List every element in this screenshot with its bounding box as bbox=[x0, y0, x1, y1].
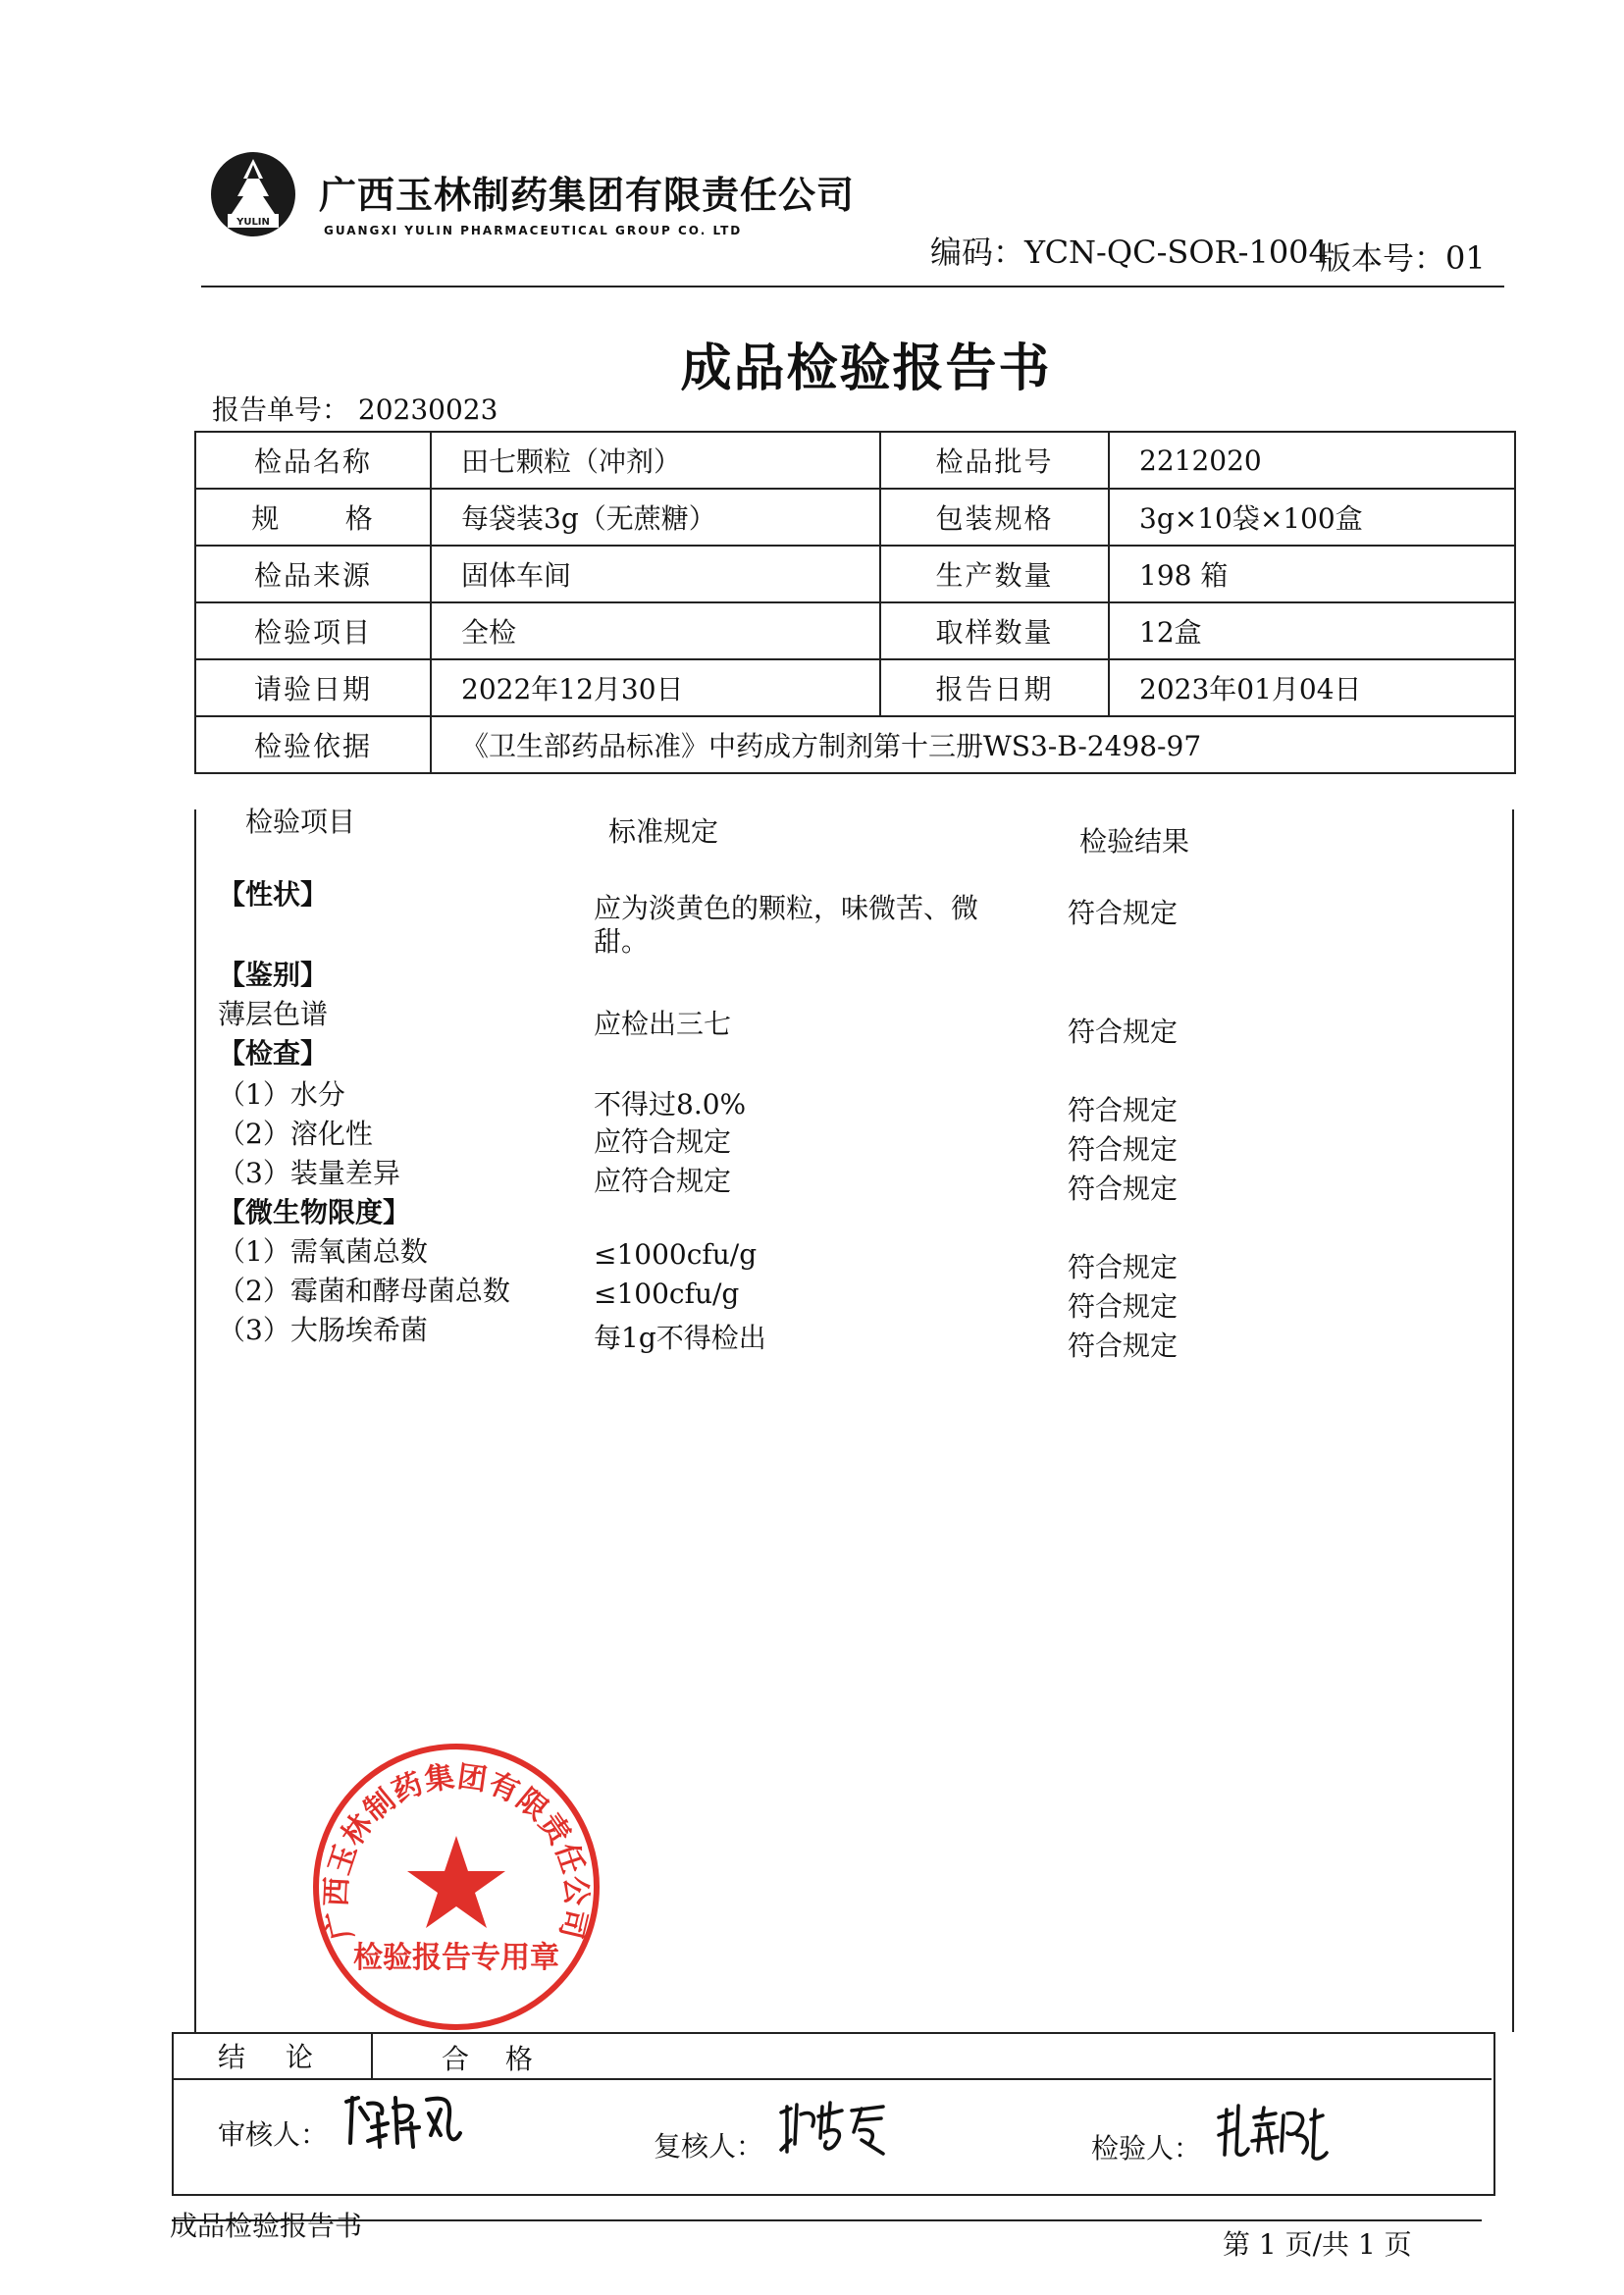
sample-label: 取样数量 bbox=[880, 602, 1109, 659]
appearance-standard-line2: 甜。 bbox=[594, 925, 650, 958]
identification-result: 符合规定 bbox=[1068, 1016, 1179, 1048]
microbial-standard-3: 每1g不得检出 bbox=[594, 1322, 766, 1354]
microbial-standard-2: ≤100cfu/g bbox=[594, 1278, 740, 1310]
column-header-standard: 标准规定 bbox=[608, 815, 719, 848]
product-info-table bbox=[194, 431, 1516, 774]
table-row bbox=[195, 489, 1515, 546]
inspection-item-1: （1）水分 bbox=[218, 1078, 345, 1111]
checker-signature bbox=[775, 2093, 893, 2162]
column-header-result: 检验结果 bbox=[1079, 825, 1190, 858]
inspector-label: 检验人： bbox=[1091, 2132, 1202, 2165]
inspection-item-3: （3）装量差异 bbox=[218, 1157, 400, 1189]
appearance-result: 符合规定 bbox=[1068, 897, 1179, 929]
source-value: 固体车间 bbox=[431, 546, 880, 602]
inspection-standard-3: 应符合规定 bbox=[594, 1165, 732, 1197]
conclusion-label: 结 论 bbox=[218, 2041, 329, 2073]
microbial-item-1: （1）需氧菌总数 bbox=[218, 1235, 428, 1268]
product-name-value: 田七颗粒（冲剂） bbox=[431, 432, 880, 489]
microbial-standard-1: ≤1000cfu/g bbox=[594, 1238, 758, 1271]
inspection-result-3: 符合规定 bbox=[1068, 1173, 1179, 1205]
identification-item: 薄层色谱 bbox=[218, 998, 329, 1030]
column-header-item: 检验项目 bbox=[245, 806, 356, 838]
page-indicator: 第 1 页/共 1 页 bbox=[1223, 2228, 1412, 2261]
reviewer-label: 审核人： bbox=[218, 2118, 329, 2151]
inspection-seal bbox=[309, 1740, 603, 2034]
document-code: 编码：YCN-QC-SOR-1004 bbox=[930, 234, 1329, 271]
product-name-label: 检品名称 bbox=[195, 432, 431, 489]
request-date-label: 请验日期 bbox=[195, 659, 431, 716]
inspection-result-2: 符合规定 bbox=[1068, 1133, 1179, 1166]
section-microbial: 【微生物限度】 bbox=[218, 1196, 411, 1228]
microbial-result-1: 符合规定 bbox=[1068, 1251, 1179, 1283]
batch-label: 检品批号 bbox=[880, 432, 1109, 489]
company-name-cn: 广西玉林制药集团有限责任公司 bbox=[319, 174, 856, 217]
test-item-label: 检验项目 bbox=[195, 602, 431, 659]
quantity-label: 生产数量 bbox=[880, 546, 1109, 602]
spec-value: 每袋装3g（无蔗糖） bbox=[431, 489, 880, 546]
section-identification: 【鉴别】 bbox=[218, 959, 329, 991]
inspector-signature bbox=[1213, 2096, 1331, 2165]
inspection-standard-1: 不得过8.0% bbox=[594, 1088, 747, 1121]
report-number: 报告单号： 20230023 bbox=[212, 393, 498, 426]
basis-value: 《卫生部药品标准》中药成方制剂第十三册WS3-B-2498-97 bbox=[431, 716, 1515, 773]
inspection-result-1: 符合规定 bbox=[1068, 1094, 1179, 1126]
conclusion-value: 合 格 bbox=[442, 2043, 547, 2075]
basis-label: 检验依据 bbox=[195, 716, 431, 773]
quantity-value: 198 箱 bbox=[1109, 546, 1515, 602]
company-name-en: GUANGXI YULIN PHARMACEUTICAL GROUP CO. LTD bbox=[324, 224, 743, 237]
inspection-item-2: （2）溶化性 bbox=[218, 1118, 373, 1150]
appearance-standard-line1: 应为淡黄色的颗粒，味微苦、微 bbox=[594, 892, 979, 924]
sample-value: 12盒 bbox=[1109, 602, 1515, 659]
table-row bbox=[195, 602, 1515, 659]
report-date-value: 2023年01月04日 bbox=[1109, 659, 1515, 716]
reviewer-signature bbox=[339, 2084, 466, 2153]
logo-text: YULIN bbox=[236, 217, 270, 228]
footer-divider bbox=[172, 2219, 1482, 2221]
checker-label: 复核人： bbox=[654, 2130, 764, 2163]
table-row bbox=[195, 659, 1515, 716]
table-row bbox=[195, 546, 1515, 602]
test-item-value: 全检 bbox=[431, 602, 880, 659]
microbial-item-2: （2）霉菌和酵母菌总数 bbox=[218, 1275, 510, 1307]
table-row bbox=[195, 716, 1515, 773]
request-date-value: 2022年12月30日 bbox=[431, 659, 880, 716]
company-logo bbox=[208, 149, 298, 239]
source-label: 检品来源 bbox=[195, 546, 431, 602]
package-label: 包装规格 bbox=[880, 489, 1109, 546]
microbial-result-2: 符合规定 bbox=[1068, 1290, 1179, 1323]
identification-standard: 应检出三七 bbox=[594, 1008, 732, 1040]
inspection-standard-2: 应符合规定 bbox=[594, 1125, 732, 1158]
report-date-label: 报告日期 bbox=[880, 659, 1109, 716]
header-divider bbox=[201, 286, 1504, 287]
conclusion-vertical-divider bbox=[371, 2032, 373, 2080]
footer-title: 成品检验报告书 bbox=[170, 2210, 363, 2242]
package-value: 3g×10袋×100盒 bbox=[1109, 489, 1515, 546]
table-row bbox=[195, 432, 1515, 489]
document-version: 版本号：01 bbox=[1320, 239, 1486, 277]
spec-label: 规 格 bbox=[195, 489, 431, 546]
microbial-item-3: （3）大肠埃希菌 bbox=[218, 1314, 428, 1346]
section-appearance: 【性状】 bbox=[218, 878, 329, 911]
conclusion-divider bbox=[172, 2078, 1492, 2080]
section-inspection: 【检查】 bbox=[218, 1037, 329, 1069]
seal-star-icon bbox=[407, 1836, 505, 1928]
batch-value: 2212020 bbox=[1109, 432, 1515, 489]
page-title: 成品检验报告书 bbox=[680, 339, 1052, 398]
seal-bottom-text: 检验报告专用章 bbox=[353, 1941, 559, 1975]
microbial-result-3: 符合规定 bbox=[1068, 1330, 1179, 1362]
seal-ring-text: 广西玉林制药集团有限责任公司 bbox=[319, 1759, 594, 1944]
